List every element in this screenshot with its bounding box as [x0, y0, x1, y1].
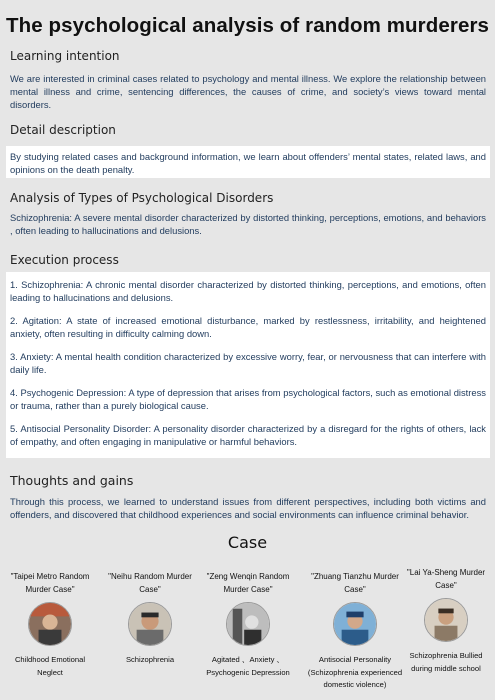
- execution-item: 1. Schizophrenia: A chronic mental disorder characterized by distorted thinking, perceptions, and emotions, often leading to hallucinations and delusions.: [10, 279, 486, 303]
- person-photo-icon: [226, 602, 270, 646]
- execution-item: 3. Anxiety: A mental health condition characterized by excessive worry, fear, or nervousness that can interfere with daily life.: [10, 351, 486, 375]
- person-photo-icon: [424, 598, 468, 642]
- page-title: The psychological analysis of random murderers: [5, 14, 490, 37]
- case-tag: Schizophrenia Bullied during middle school: [409, 651, 483, 673]
- case-name: "Taipei Metro Random Murder Case": [10, 572, 90, 594]
- case-tag: Antisocial Personality (Schizophrenia experienced domestic violence): [307, 655, 403, 689]
- case-card: [307, 570, 403, 692]
- case-card: [200, 570, 296, 679]
- case-tag: Childhood Emotional Neglect: [14, 655, 86, 677]
- person-photo-icon: [128, 602, 172, 646]
- case-tag: Schizophrenia: [125, 655, 175, 664]
- case-name: "Zhuang Tianzhu Murder Case": [311, 572, 399, 594]
- person-photo-icon: [333, 602, 377, 646]
- analysis-text: Schizophrenia: A severe mental disorder characterized by distorted thinking, perceptions, emotions, and behaviors , often leading to hallucinations and delusions.: [10, 212, 486, 236]
- detail-description-box: [6, 146, 490, 178]
- execution-heading: Execution process: [10, 253, 119, 267]
- thoughts-text: Through this process, we learned to understand issues from different perspectives, including both victims and offenders, and discovered that childhood experiences and social environments can influence criminal behavior.: [10, 496, 486, 520]
- case-card: [398, 566, 494, 675]
- execution-item: 5. Antisocial Personality Disorder: A personality disorder characterized by a disregard for the rights of others, lack of empathy, and often engaging in manipulative or harmful behaviors.: [10, 423, 486, 447]
- case-name: "Zeng Wenqin Random Murder Case": [206, 572, 290, 594]
- person-photo-icon: [28, 602, 72, 646]
- case-card: [2, 570, 98, 679]
- execution-box: [6, 272, 490, 458]
- detail-description-text: By studying related cases and background information, we learn about offenders’ mental states, related laws, and opinions on the death penalty.: [10, 151, 486, 175]
- detail-description-heading: Detail description: [10, 123, 116, 137]
- case-card: [102, 570, 198, 667]
- analysis-heading: Analysis of Types of Psychological Disorders: [10, 191, 274, 205]
- case-name: "Neihu Random Murder Case": [108, 572, 192, 594]
- execution-item: 2. Agitation: A state of increased emotional disturbance, marked by restlessness, irritability, and heightened anxiety, often resulting in difficulty calming down.: [10, 315, 486, 339]
- case-name: "Lai Ya-Sheng Murder Case": [406, 568, 486, 590]
- case-heading: Case: [227, 533, 268, 552]
- thoughts-heading: Thoughts and gains: [10, 473, 134, 488]
- execution-item: 4. Psychogenic Depression: A type of depression that arises from psychological factors, such as emotional distress or trauma, rather than a purely biological cause.: [10, 387, 486, 411]
- learning-intention-heading: Learning intention: [10, 49, 120, 63]
- case-tag: Agitated 、Anxiety 、Psychogenic Depression: [206, 655, 290, 677]
- learning-intention-text: We are interested in criminal cases related to psychology and mental illness. We explore the relationship between mental illness and crime, sentencing differences, the causes of crime, and society’s views toward mental disorders.: [10, 73, 486, 110]
